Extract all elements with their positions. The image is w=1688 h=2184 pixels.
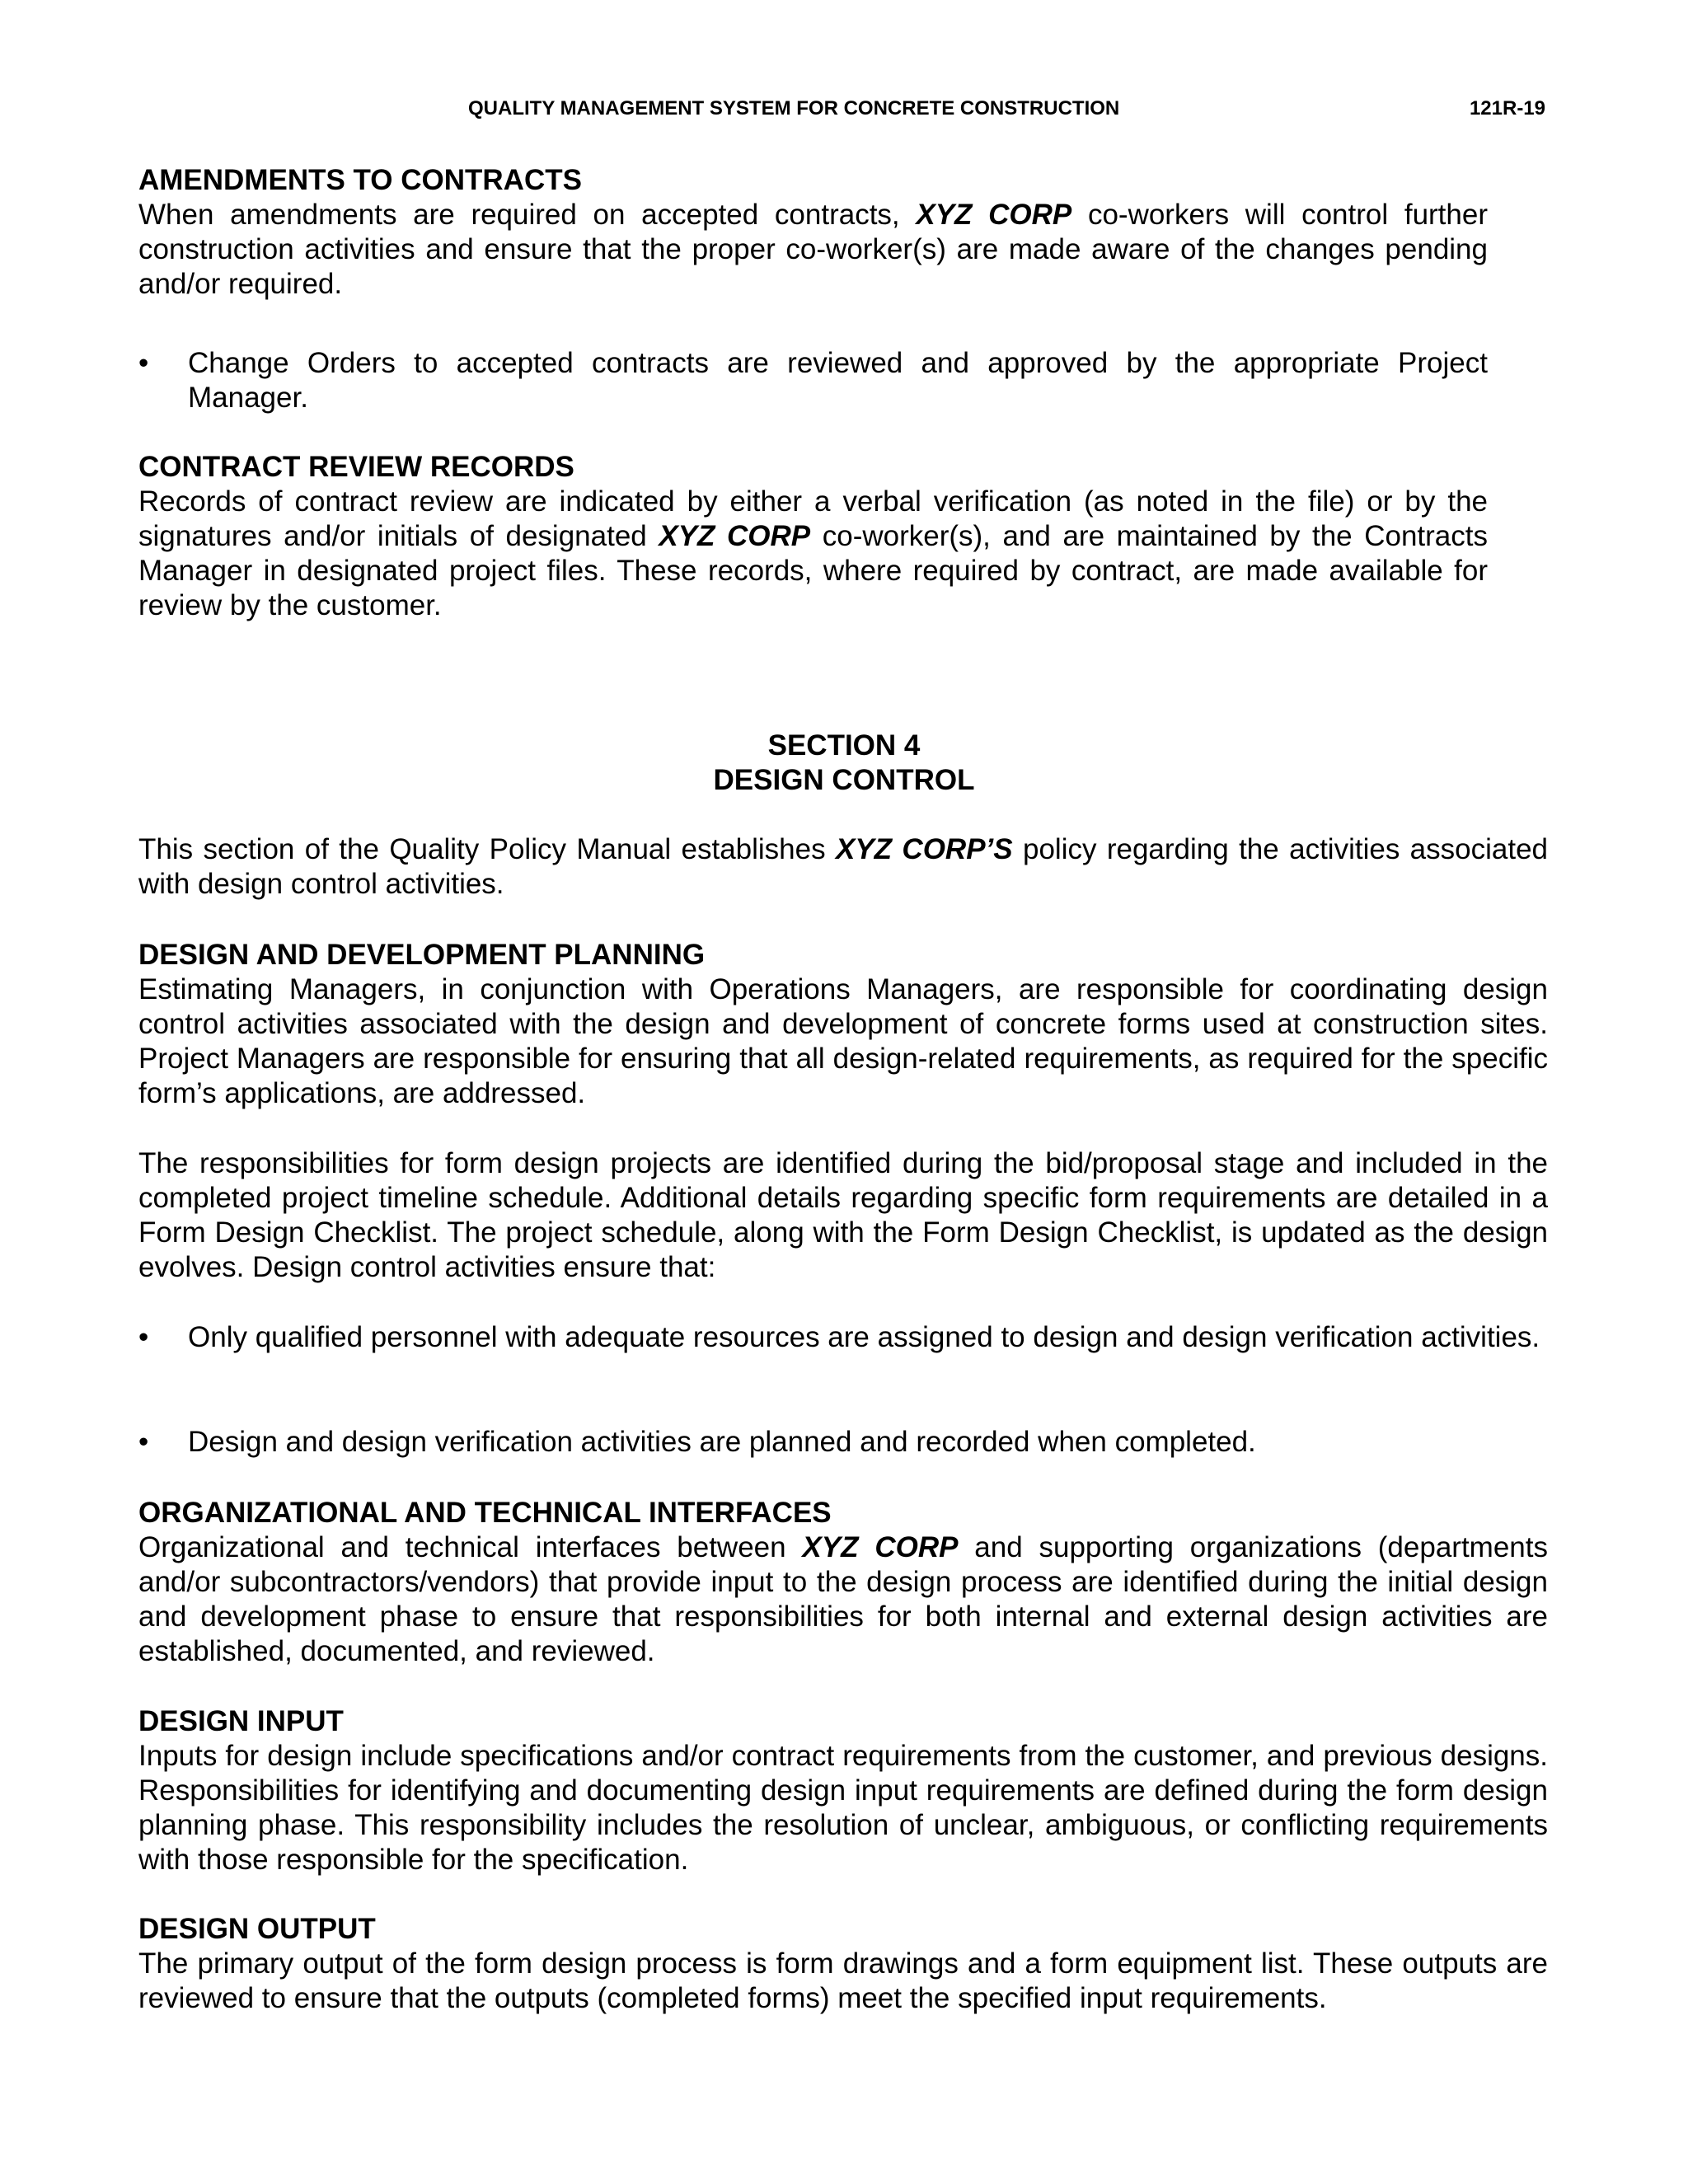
design-input-paragraph: Inputs for design include specifications and/or contract requirements from the customer, and previous designs. Responsibilities for identifying and documenting design input requirements are defined during the form design planning phase. This responsibility includes the resolution of unclear, ambiguous, or conflicting requirements with those responsible for the specification. [138,1740,1548,1876]
planning-paragraph-1: Estimating Managers, in conjunction with Operations Managers, are responsible for coordinating design control activities associated with the design and development of concrete forms used at construction sites. Project Managers are responsible for ensuring that all design-related requirements, as required for the specific form’s applications, are addressed. [138,973,1548,1109]
company-name: XYZ CORP [916,199,1072,231]
design-output-heading: DESIGN OUTPUT [138,1913,376,1945]
company-name: XYZ CORP [802,1531,959,1563]
planning-section [138,938,1548,1111]
section-intro-paragraph [138,832,1548,902]
design-output-section [138,1912,1548,2016]
planning-paragraph-2-block [138,1146,1548,1285]
amendments-bullet-item [138,346,1488,415]
amendments-bullet-text: Change Orders to accepted contracts are reviewed and approved by the appropriate Project Manager. [188,347,1488,414]
planning-bullet-text-1: Only qualified personnel with adequate resources are assigned to design and design verification activities. [188,1321,1540,1353]
running-header [0,97,1688,130]
planning-paragraph-2: The responsibilities for form design projects are identified during the bid/proposal stage and included in the completed project timeline schedule. Additional details regarding specific form requirements are detailed in a Form Design Checklist. The project schedule, along with the Form Design Checklist, is updated as the design evolves. Design control activities ensure that: [138,1147,1548,1283]
section-intro-text-before: This section of the Quality Policy Manual establishes [138,833,836,865]
amendments-text-after: co-workers will control further construction activities and ensure that the proper co-worker(s) are made aware of the changes pending and/or required. [138,199,1488,300]
design-input-heading: DESIGN INPUT [138,1705,344,1737]
planning-bullet-item-1 [138,1320,1548,1355]
amendments-text-before: When amendments are required on accepted contracts, [138,199,917,231]
contract-review-text-after: co-worker(s), and are maintained by the Contracts Manager in designated project files. These records, where required by contract, are made available for review by the customer. [138,520,1488,621]
interfaces-section [138,1496,1548,1669]
planning-bullet-text-2: Design and design verification activities are planned and recorded when completed. [188,1426,1256,1458]
interfaces-text-after: and supporting organizations (departments and/or subcontractors/vendors) that provide input to the design process are identified during the initial design and development phase to ensure that responsibilities for both internal and external design activities are established, documented, and reviewed. [138,1531,1548,1667]
interfaces-text-before: Organizational and technical interfaces between [138,1531,803,1563]
running-header-title: QUALITY MANAGEMENT SYSTEM FOR CONCRETE CONSTRUCTION [468,97,1120,120]
planning-heading: DESIGN AND DEVELOPMENT PLANNING [138,939,706,971]
section-title [0,729,1688,798]
contract-review-heading: CONTRACT REVIEW RECORDS [138,451,574,483]
contract-review-paragraph [138,485,1488,623]
amendments-paragraph [138,198,1488,302]
section-name: DESIGN CONTROL [713,764,975,796]
contract-review-section [138,450,1488,623]
design-output-paragraph: The primary output of the form design process is form drawings and a form equipment list. These outputs are reviewed to ensure that the outputs (completed forms) meet the specified input requirements. [138,1947,1548,2014]
interfaces-paragraph [138,1530,1548,1669]
bullet-marker: • [138,1426,149,1458]
bullet-marker: • [138,1321,149,1353]
design-input-section [138,1704,1548,1877]
amendments-heading: AMENDMENTS TO CONTRACTS [138,164,582,196]
bullet-marker: • [138,347,149,379]
section-intro [138,832,1548,902]
company-name: XYZ CORP [659,520,811,552]
page-number: 121R-19 [1469,97,1545,120]
section-intro-text-after: policy regarding the activities associated with design control activities. [138,833,1549,900]
company-name-possessive: XYZ CORP’S [835,833,1013,865]
contract-review-text-before: Records of contract review are indicated by either a verbal verification (as noted in the file) or by the signatures and/or initials of designated [138,485,1488,552]
section-number: SECTION 4 [767,729,921,762]
interfaces-heading: ORGANIZATIONAL AND TECHNICAL INTERFACES [138,1497,832,1529]
planning-bullet-item-2 [138,1425,1548,1460]
amendments-section [138,163,1488,302]
